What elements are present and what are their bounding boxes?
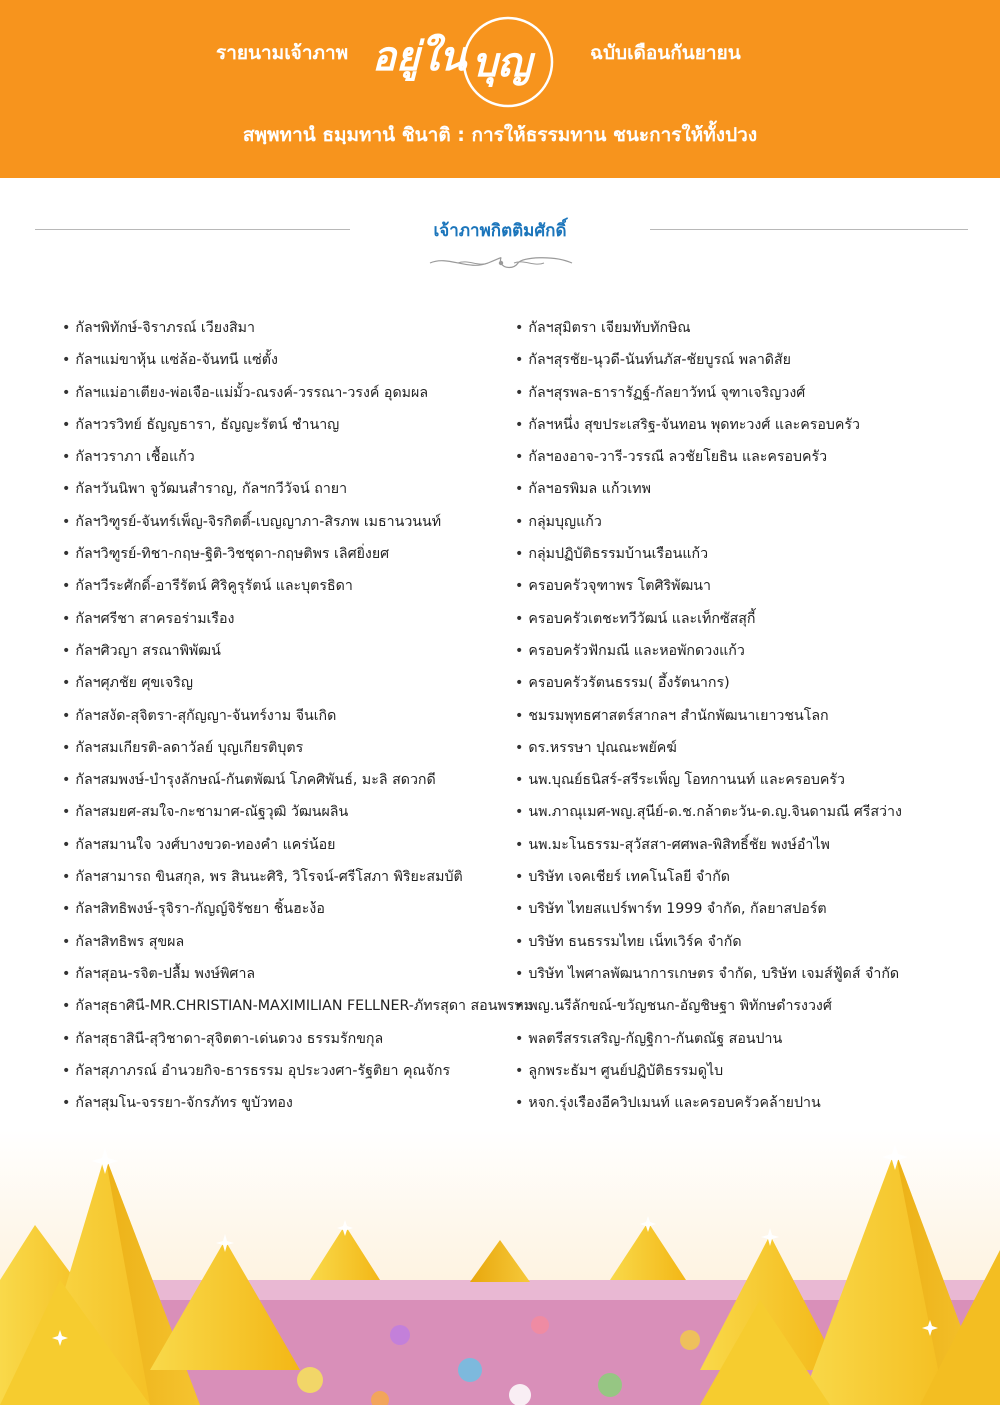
list-item: • บริษัท ธนธรรมไทย เน็ทเวิร์ค จำกัด xyxy=(515,930,985,962)
list-item: • กัลฯวิฑูรย์-ทิชา-กฤษ-ฐิติ-วิชชุดา-กฤษติพร เลิศยิ่งยศ xyxy=(62,542,514,574)
list-item: • กัลฯวิฑูรย์-จันทร์เพ็ญ-จิรกิตติ์-เบญญาภา-สิรภพ เมธานวนนท์ xyxy=(62,510,514,542)
list-item: • กัลฯสุอน-รจิต-ปลื้ม พงษ์พิศาล xyxy=(62,962,514,994)
header-banner xyxy=(0,0,1000,178)
list-item: • กัลฯวันนิพา จูวัฒนสำราญ, กัลฯกวีวัจน์ ถายา xyxy=(62,477,514,509)
list-item: • กัลฯแม่อาเตียง-พ่อเจือ-แม่มั้ว-ณรงค์-วรรณา-วรงค์ อุดมผล xyxy=(62,381,514,413)
pyramid-field-illustration xyxy=(0,1130,1000,1405)
logo-text-1: อยู่ใน xyxy=(372,33,467,80)
list-item: • กัลฯสุมโน-จรรยา-จักรภัทร ขูบัวทอง xyxy=(62,1091,514,1123)
list-item: • บริษัท เจคเชียร์ เทคโนโลยี จำกัด xyxy=(515,865,985,897)
list-item: • กัลฯวราภา เชื้อแก้ว xyxy=(62,445,514,477)
list-item: • กัลฯอรพิมล แก้วเทพ xyxy=(515,477,985,509)
list-item: • กัลฯศรีชา สาครอร่ามเรือง xyxy=(62,607,514,639)
list-item: • ครอบครัวเตชะทวีวัฒน์ และเท็กซัสสุกี้ xyxy=(515,607,985,639)
sponsor-list-right xyxy=(515,316,985,1123)
list-item: • กัลฯสุภาภรณ์ อำนวยกิจ-ธารธรรม อุประวงศา-รัฐติยา คุณจักร xyxy=(62,1059,514,1091)
divider-right xyxy=(650,229,968,230)
list-item: • นพ.บุณย์ธนิสร์-สรีระเพ็ญ โอทกานนท์ และครอบครัว xyxy=(515,768,985,800)
list-item: • หจก.รุ่งเรืองอีควิปเมนท์ และครอบครัวคล้ายปาน xyxy=(515,1091,985,1123)
list-item: • กลุ่มบุญแก้ว xyxy=(515,510,985,542)
list-item: • ครอบครัวรัตนธรรม( อึ้งรัตนากร) xyxy=(515,671,985,703)
list-item: • กัลฯแม่ขาหุ้น แซ่ล้อ-จันทนี แซ่ตั้ง xyxy=(62,348,514,380)
logo xyxy=(368,14,578,114)
header-left-text: รายนามเจ้าภาพ xyxy=(216,42,349,64)
list-item: • กลุ่มปฏิบัติธรรมบ้านเรือนแก้ว xyxy=(515,542,985,574)
list-item: • ครอบครัวจุฑาพร โตศิริพัฒนา xyxy=(515,574,985,606)
list-item: • กัลฯองอาจ-วารี-วรรณี ลวชัยโยธิน และครอบครัว xyxy=(515,445,985,477)
list-item: • กัลฯหนึ่ง สุขประเสริฐ-จันทอน พุดทะวงศ์ และครอบครัว xyxy=(515,413,985,445)
list-item: • กัลฯสุรพล-ธารารัฏฐ์-กัลยาวัทน์ จุฑาเจริญวงศ์ xyxy=(515,381,985,413)
list-item: • ครอบครัวฟักมณี และหอพักดวงแก้ว xyxy=(515,639,985,671)
logo-text-2: บุญ xyxy=(472,39,532,86)
list-item: • กัลฯสมพงษ์-บำรุงลักษณ์-กันตพัฒน์ โภคศิพันธ์, มะลิ สดวกดี xyxy=(62,768,514,800)
list-item: • กัลฯศุภชัย ศุขเจริญ xyxy=(62,671,514,703)
list-item: • ลูกพระธัมฯ ศูนย์ปฏิบัติธรรมดูไบ xyxy=(515,1059,985,1091)
list-item: • กัลฯสามารถ ขินสกุล, พร สินนะศิริ, วิโรจน์-ศรีโสภา พิริยะสมบัติ xyxy=(62,865,514,897)
ornament-flourish xyxy=(428,255,574,271)
list-item: • กัลฯสุมิตรา เจียมทับทักษิณ xyxy=(515,316,985,348)
list-item: • กัลฯสงัด-สุจิตรา-สุกัญญา-จันทร์งาม จีนเกิด xyxy=(62,704,514,736)
list-item: • กัลฯสมยศ-สมใจ-กะชามาศ-ณัฐวุฒิ วัฒนผลิน xyxy=(62,800,514,832)
list-item: • กัลฯศิวญา สรณาพิพัฒน์ xyxy=(62,639,514,671)
list-item: • บริษัท ไพศาลพัฒนาการเกษตร จำกัด, บริษัท เจมส์ฟู้ดส์ จำกัด xyxy=(515,962,985,994)
list-item: • กัลฯสุธาสินี-สุวิชาดา-สุจิตตา-เด่นดวง ธรรมรักขกุล xyxy=(62,1027,514,1059)
list-item: • พลตรีสรรเสริญ-กัญฐิกา-กันตณัฐ สอนปาน xyxy=(515,1027,985,1059)
divider-left xyxy=(35,229,350,230)
list-item: • ชมรมพุทธศาสตร์สากลฯ สำนักพัฒนาเยาวชนโลก xyxy=(515,704,985,736)
header-right-text: ฉบับเดือนกันยายน xyxy=(590,42,741,64)
list-item: • กัลฯสิทธิพงษ์-รุจิรา-กัญญ์จิรัชยา ชิ้นฮะง้อ xyxy=(62,897,514,929)
list-item: • กัลฯสิทธิพร สุขผล xyxy=(62,930,514,962)
list-item: • พญ.นรีลักขณ์-ขวัญชนก-อัญชิษฐา พิทักษดำรงวงศ์ xyxy=(515,994,985,1026)
list-item: • ดร.หรรษา ปุณณะพยัคฆ์ xyxy=(515,736,985,768)
sponsor-list-left xyxy=(62,316,534,1123)
list-item: • กัลฯสุธาศินี-MR.CHRISTIAN-MAXIMILIAN FELLNER-ภัทรสุดา สอนพรหม xyxy=(62,994,514,1026)
list-item: • กัลฯพิทักษ์-จิราภรณ์ เวียงสิมา xyxy=(62,316,514,348)
list-item: • นพ.มะโนธรรม-สุวัสสา-ศศพล-พิสิทธิ์ชัย พงษ์อำไพ xyxy=(515,833,985,865)
list-item: • กัลฯสมานใจ วงศ์บางขวด-ทองคำ แคร่น้อย xyxy=(62,833,514,865)
list-item: • กัลฯวรวิทย์ ธัญญธารา, ธัญญะรัตน์ ชำนาญ xyxy=(62,413,514,445)
list-item: • กัลฯวีระศักดิ์-อารีรัตน์ ศิริคูรุรัตน์ และบุตรธิดา xyxy=(62,574,514,606)
list-item: • นพ.ภาณุเมศ-พญ.สุนีย์-ด.ช.กล้าตะวัน-ด.ญ.จินดามณี ศรีสว่าง xyxy=(515,800,985,832)
section-title: เจ้าภาพกิตติมศักดิ์ xyxy=(433,221,567,241)
list-item: • กัลฯสมเกียรติ-ลดาวัลย์ บุญเกียรติบุตร xyxy=(62,736,514,768)
header-subtitle: สพฺพทานํ ธมฺมทานํ ชินาติ : การให้ธรรมทาน ชนะการให้ทั้งปวง xyxy=(242,124,758,146)
list-item: • บริษัท ไทยสแปร์พาร์ท 1999 จำกัด, กัลยาสปอร์ต xyxy=(515,897,985,929)
list-item: • กัลฯสุรชัย-นุวดี-นันท์นภัส-ชัยบูรณ์ พลาดิสัย xyxy=(515,348,985,380)
